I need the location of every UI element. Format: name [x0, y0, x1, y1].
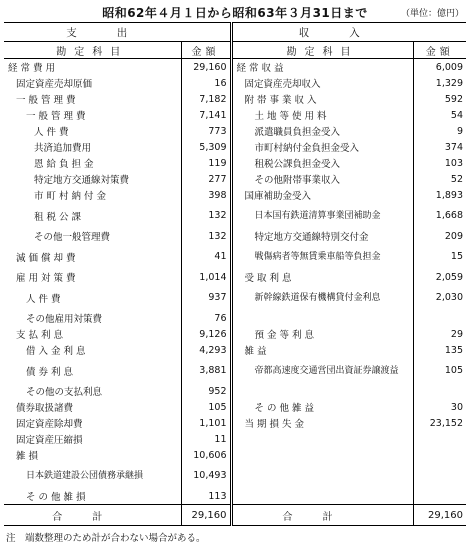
- table-row: [4, 203, 466, 228]
- right-item-amount: 52: [450, 173, 463, 185]
- right-item-label: [231, 244, 413, 269]
- total-amount-right: 29,160: [413, 505, 466, 526]
- right-item-label: 当期損失金: [231, 415, 413, 431]
- right-item-amount: 374: [444, 141, 463, 153]
- right-item-label-text: 日本国有鉄道清算事業団補助金: [254, 210, 381, 221]
- amount-header-left: 金額: [181, 42, 231, 59]
- right-item-amount: 23,152: [429, 417, 463, 429]
- left-item-amount: 113: [208, 490, 227, 502]
- left-item-amount: 773: [208, 125, 227, 137]
- left-item-amount: 937: [208, 292, 227, 303]
- right-item-amount: 29: [450, 328, 463, 340]
- ledger-body: [4, 59, 466, 505]
- right-item-label-text: 戦傷病者等無賃乗車船等負担金: [254, 251, 381, 262]
- right-item-amount: 105: [444, 365, 463, 376]
- right-item-amount: 54: [450, 109, 463, 121]
- left-item-label: その他一般管理費: [4, 228, 181, 244]
- table-row: [4, 244, 466, 269]
- left-item-amount: 76: [214, 312, 227, 324]
- right-item-amount: 30: [450, 401, 463, 413]
- unit-label: （単位：億円）: [400, 9, 464, 19]
- left-item-amount: 105: [208, 401, 227, 413]
- right-item-label: [231, 383, 413, 399]
- left-item-amount: 952: [208, 385, 227, 397]
- right-item-label: 土地等使用料: [231, 107, 413, 123]
- left-item-label-text: 日本鉄道建設公団債務承継損: [26, 470, 144, 481]
- table-row: [4, 171, 466, 187]
- right-item-amount: 6,009: [435, 61, 463, 73]
- left-item-label: 租税公課: [4, 203, 181, 228]
- left-item-label: [4, 463, 181, 488]
- right-item-label-text: 帝都高速度交通営団出資証券譲渡益: [254, 365, 399, 376]
- right-item-amount: [413, 447, 466, 463]
- right-item-label: [231, 463, 413, 488]
- right-item-label: 経常収益: [231, 59, 413, 76]
- right-item-amount: 9: [456, 125, 463, 137]
- right-item-label: [231, 203, 413, 228]
- left-item-label: 雑損: [4, 447, 181, 463]
- expenditure-header: 支出: [4, 23, 231, 42]
- left-item-label: 雇用対策費: [4, 269, 181, 285]
- table-row: [4, 59, 466, 76]
- page-title: 昭和62年４月１日から昭和63年３月31日まで: [102, 6, 368, 20]
- left-item-amount: 7,182: [199, 93, 227, 105]
- right-item-amount: [413, 383, 466, 399]
- table-row: [4, 342, 466, 358]
- item-header-right: 勘定科目: [231, 42, 413, 59]
- table-row: [4, 285, 466, 310]
- left-item-amount: 10,606: [193, 449, 227, 461]
- table-row: [4, 155, 466, 171]
- right-item-label: 特定地方交通線特別交付金: [231, 228, 413, 244]
- right-item-label: 派遣職員負担金受入: [231, 123, 413, 139]
- total-amount-left: 29,160: [181, 505, 231, 526]
- table-row: [4, 139, 466, 155]
- right-item-label: 固定資産売却収入: [231, 75, 413, 91]
- table-row: [4, 463, 466, 488]
- table-row: [4, 415, 466, 431]
- table-row: [4, 326, 466, 342]
- column-header-row: [4, 42, 466, 59]
- left-item-amount: 7,141: [199, 109, 227, 121]
- footnote: 注 端数整理のため計が合わない場合がある。: [6, 533, 206, 544]
- total-label-right: 合計: [231, 505, 413, 526]
- right-item-label: [231, 285, 413, 310]
- right-item-label: その他雑益: [231, 399, 413, 415]
- left-item-amount: 132: [208, 230, 227, 242]
- left-item-label: 経常費用: [4, 59, 181, 76]
- right-item-amount: 135: [444, 344, 463, 356]
- left-item-amount: 132: [208, 210, 227, 221]
- right-item-amount: 209: [444, 230, 463, 242]
- right-item-label: [231, 358, 413, 383]
- left-item-label: 減価償却費: [4, 244, 181, 269]
- left-item-amount: 9,126: [199, 328, 227, 340]
- left-item-label: 固定資産除却費: [4, 415, 181, 431]
- right-item-label: [231, 431, 413, 447]
- table-row: [4, 123, 466, 139]
- left-item-amount: 29,160: [193, 61, 227, 73]
- left-item-amount: 277: [208, 173, 227, 185]
- left-item-amount: 10,493: [193, 470, 227, 481]
- left-item-label: 人件費: [4, 285, 181, 310]
- total-row: [4, 505, 466, 526]
- section-header-row: [4, 23, 466, 42]
- right-item-amount: [413, 431, 466, 447]
- left-item-label: 共済追加費用: [4, 139, 181, 155]
- table-row: [4, 447, 466, 463]
- right-item-amount: 103: [444, 157, 463, 169]
- table-row: [4, 75, 466, 91]
- left-item-label: 市町村納付金: [4, 187, 181, 203]
- right-item-amount: 15: [450, 251, 463, 262]
- right-item-label: [231, 488, 413, 505]
- left-item-label: 固定資産圧縮損: [4, 431, 181, 447]
- right-item-label: [231, 310, 413, 326]
- table-row: [4, 488, 466, 505]
- left-item-label: 債券取扱諸費: [4, 399, 181, 415]
- left-item-amount: 3,881: [199, 365, 227, 376]
- right-item-amount: [413, 463, 466, 488]
- table-row: [4, 107, 466, 123]
- right-item-amount: [413, 310, 466, 326]
- right-item-amount: 1,668: [435, 210, 463, 221]
- table-row: [4, 269, 466, 285]
- left-item-amount: 11: [214, 433, 227, 445]
- table-row: [4, 383, 466, 399]
- right-item-label: 市町村納付金負担金受入: [231, 139, 413, 155]
- right-item-amount: [413, 488, 466, 505]
- left-item-amount: 398: [208, 189, 227, 201]
- left-item-label: 人件費: [4, 123, 181, 139]
- left-item-amount: 5,309: [199, 141, 227, 153]
- left-item-label: 固定資産売却原価: [4, 75, 181, 91]
- right-item-amount: 2,030: [435, 292, 463, 303]
- revenue-header: 収入: [231, 23, 466, 42]
- left-item-amount: 119: [208, 157, 227, 169]
- right-item-label: 国庫補助金受入: [231, 187, 413, 203]
- right-item-label: その他附帯事業収入: [231, 171, 413, 187]
- left-item-label: 一般管理費: [4, 107, 181, 123]
- right-item-amount: 1,329: [435, 77, 463, 89]
- total-label-left: 合計: [4, 505, 181, 526]
- table-row: [4, 431, 466, 447]
- table-row: [4, 310, 466, 326]
- right-item-label: [231, 447, 413, 463]
- left-item-label: 借入金利息: [4, 342, 181, 358]
- table-row: [4, 187, 466, 203]
- right-item-amount: 2,059: [435, 271, 463, 283]
- table-row: [4, 228, 466, 244]
- income-statement-table: [4, 22, 466, 526]
- left-item-label: その他の支払利息: [4, 383, 181, 399]
- right-item-label: 附帯事業収入: [231, 91, 413, 107]
- left-item-amount: 16: [214, 77, 227, 89]
- left-item-label: 特定地方交通線対策費: [4, 171, 181, 187]
- left-item-amount: 1,101: [199, 417, 227, 429]
- right-item-label: 雑益: [231, 342, 413, 358]
- table-row: [4, 399, 466, 415]
- table-row: [4, 91, 466, 107]
- left-item-label: 債券利息: [4, 358, 181, 383]
- right-item-label: 租税公課負担金受入: [231, 155, 413, 171]
- table-row: [4, 358, 466, 383]
- left-item-label: その他雑損: [4, 488, 181, 505]
- left-item-label: その他雇用対策費: [4, 310, 181, 326]
- left-item-amount: 4,293: [199, 344, 227, 356]
- left-item-label: 支払利息: [4, 326, 181, 342]
- amount-header-right: 金額: [413, 42, 466, 59]
- right-item-label: 受取利息: [231, 269, 413, 285]
- item-header-left: 勘定科目: [4, 42, 181, 59]
- right-item-amount: 1,893: [435, 189, 463, 201]
- left-item-amount: 41: [214, 251, 227, 262]
- left-item-amount: 1,014: [199, 271, 227, 283]
- right-item-label: 預金等利息: [231, 326, 413, 342]
- right-item-label-text: 新幹線鉄道保有機構貸付金利息: [254, 292, 381, 303]
- left-item-label: 一般管理費: [4, 91, 181, 107]
- right-item-amount: 592: [444, 93, 463, 105]
- left-item-label: 恩給負担金: [4, 155, 181, 171]
